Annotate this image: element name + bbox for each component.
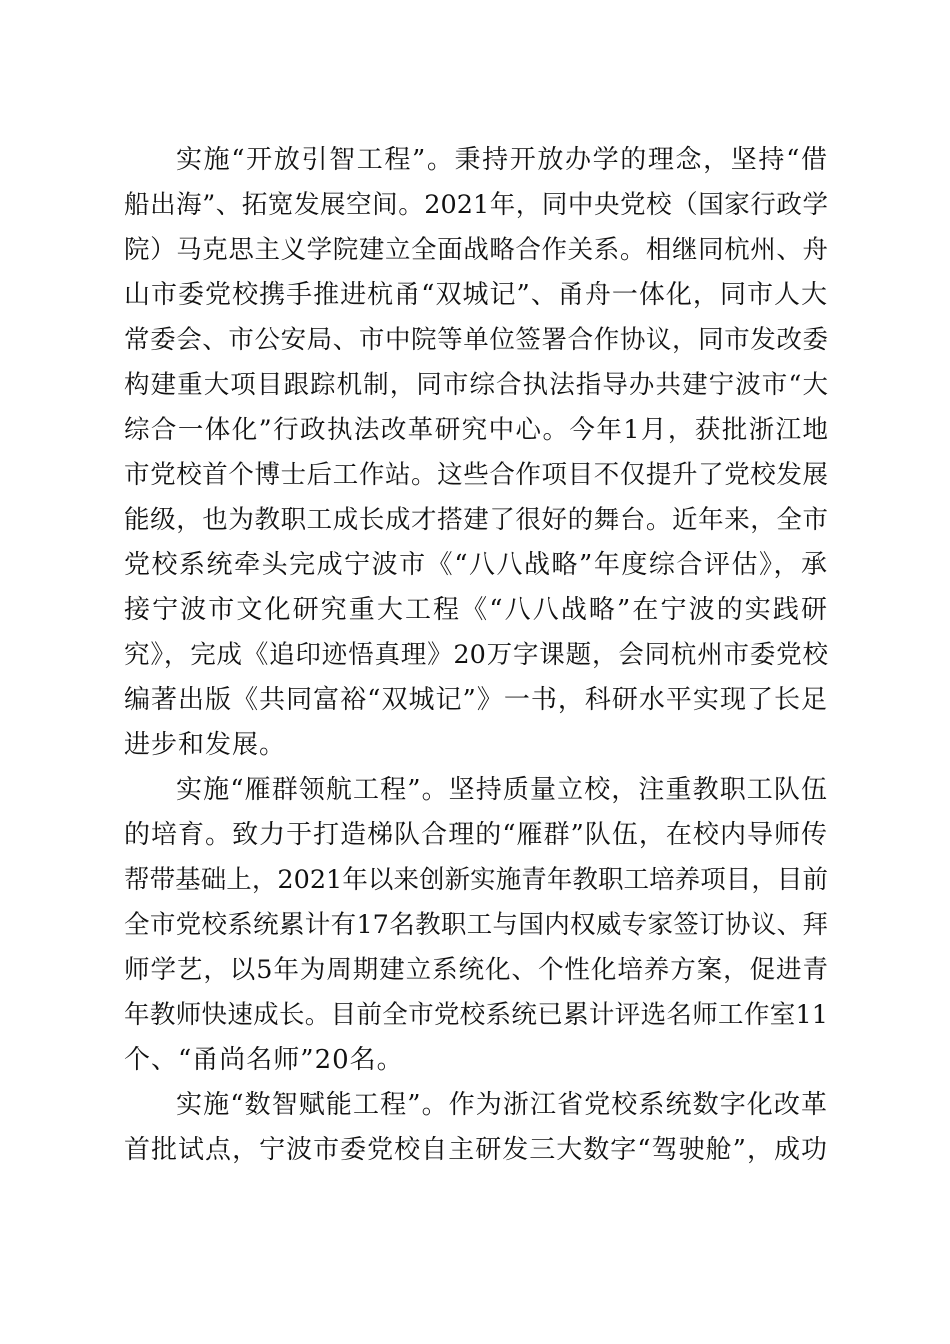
paragraph-open-talent (124, 138, 828, 768)
text-line: 编著出版《共同富裕“双城记”》一书，科研水平实现了长足 (124, 685, 828, 715)
text-line: 个、“甬尚名师”20名。 (124, 1045, 404, 1075)
text-line: 实施“开放引智工程”。秉持开放办学的理念，坚持“借 (176, 145, 828, 175)
text-line: 党校系统牵头完成宁波市《“八八战略”年度综合评估》，承 (124, 550, 828, 580)
text-line: 究》，完成《追印迹悟真理》20万字课题，会同杭州市委党校 (124, 640, 828, 670)
text-line: 全市党校系统累计有17名教职工与国内权威专家签订协议、拜 (124, 910, 828, 940)
text-line: 帮带基础上，2021年以来创新实施青年教职工培养项目，目前 (124, 865, 828, 895)
text-line: 院）马克思主义学院建立全面战略合作关系。相继同杭州、舟 (124, 235, 828, 265)
text-line: 构建重大项目跟踪机制，同市综合执法指导办共建宁波市“大 (124, 370, 828, 400)
text-line: 进步和发展。 (124, 730, 287, 760)
text-line: 实施“数智赋能工程”。作为浙江省党校系统数字化改革 (176, 1090, 828, 1120)
text-line: 山市委党校携手推进杭甬“双城记”、甬舟一体化，同市人大 (124, 280, 828, 310)
text-line: 船出海”、拓宽发展空间。2021年，同中央党校（国家行政学 (124, 190, 828, 220)
text-line: 接宁波市文化研究重大工程《“八八战略”在宁波的实践研 (124, 595, 828, 625)
paragraph-goose-leading (124, 768, 828, 1083)
text-line: 首批试点，宁波市委党校自主研发三大数字“驾驶舱”，成功 (124, 1135, 828, 1165)
text-line: 常委会、市公安局、市中院等单位签署合作协议，同市发改委 (124, 325, 828, 355)
document-body (124, 138, 828, 1173)
paragraph-digital-empower (124, 1083, 828, 1173)
text-line: 的培育。致力于打造梯队合理的“雁群”队伍，在校内导师传 (124, 820, 828, 850)
text-line: 实施“雁群领航工程”。坚持质量立校，注重教职工队伍 (176, 775, 828, 805)
text-line: 综合一体化”行政执法改革研究中心。今年1月，获批浙江地 (124, 415, 828, 445)
text-line: 年教师快速成长。目前全市党校系统已累计评选名师工作室11 (124, 1000, 828, 1030)
text-line: 能级，也为教职工成长成才搭建了很好的舞台。近年来，全市 (124, 505, 828, 535)
text-line: 师学艺，以5年为周期建立系统化、个性化培养方案，促进青 (124, 955, 828, 985)
text-line: 市党校首个博士后工作站。这些合作项目不仅提升了党校发展 (124, 460, 828, 490)
